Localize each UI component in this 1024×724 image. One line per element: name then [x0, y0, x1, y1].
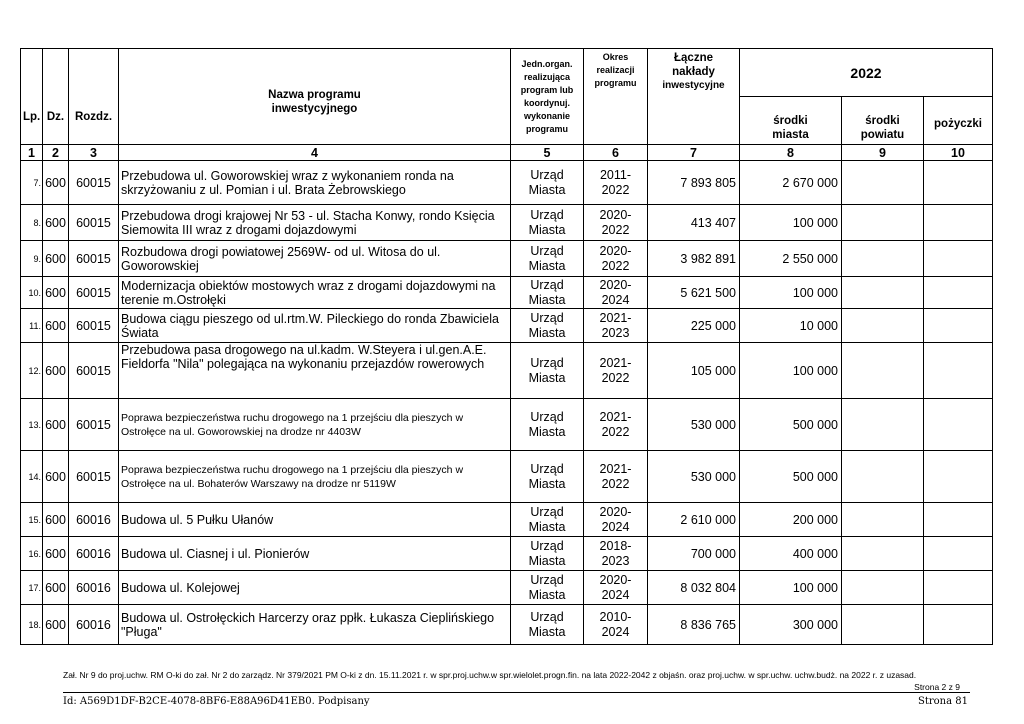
- cell-srodki-miasta: 100 000: [740, 205, 842, 241]
- cell-jedn: [511, 343, 584, 399]
- cell-rozdz: 60015: [69, 241, 119, 277]
- cell-jedn: [511, 451, 584, 503]
- cell-rozdz: 60015: [69, 205, 119, 241]
- cell-okres-line: 2024: [601, 519, 630, 534]
- cell-okres-line: 2022: [601, 182, 630, 197]
- col-number: 9: [842, 145, 924, 161]
- cell-pozyczki: [924, 241, 993, 277]
- cell-program-name: Budowa ul. Kolejowej: [119, 571, 511, 605]
- cell-jedn-line: Urząd: [530, 461, 564, 476]
- cell-dz: 600: [43, 605, 69, 645]
- cell-srodki-powiatu: [842, 277, 924, 309]
- col-header-srodki-powiatu-line: środki: [865, 115, 900, 127]
- cell-jedn: [511, 309, 584, 343]
- col-number: 2: [43, 145, 69, 161]
- col-number: 5: [511, 145, 584, 161]
- cell-pozyczki: [924, 309, 993, 343]
- cell-program-name: Przebudowa drogi krajowej Nr 53 - ul. Stacha Konwy, rondo Księcia Siemowita III wraz z drogami dojazdowymi: [119, 205, 511, 241]
- cell-jedn: [511, 537, 584, 571]
- col-header-jedn-line: program lub: [520, 84, 574, 95]
- cell-jedn: [511, 161, 584, 205]
- table-row: [21, 309, 993, 343]
- cell-jedn-line: Urząd: [530, 572, 564, 587]
- col-number: 6: [584, 145, 648, 161]
- cell-lp: 10.: [21, 277, 43, 309]
- cell-okres-line: 2024: [601, 587, 630, 602]
- cell-srodki-powiatu: [842, 503, 924, 537]
- cell-srodki-miasta: 2 550 000: [740, 241, 842, 277]
- cell-lp: 17.: [21, 571, 43, 605]
- col-header-nazwa-line1: Nazwa programu: [268, 88, 361, 101]
- cell-jedn-line: Urząd: [530, 355, 564, 370]
- cell-okres: [584, 399, 648, 451]
- cell-jedn-line: Miasta: [528, 424, 566, 439]
- cell-program-name: Poprawa bezpieczeństwa ruchu drogowego na 1 przejściu dla pieszych w Ostrołęce na ul. Goworowskiej na drodze nr 4403W: [119, 399, 511, 451]
- cell-jedn-line: Miasta: [528, 222, 566, 237]
- col-header-rozdz: Rozdz.: [69, 49, 119, 145]
- cell-laczne: 530 000: [648, 451, 740, 503]
- cell-srodki-powiatu: [842, 451, 924, 503]
- cell-lp: 15.: [21, 503, 43, 537]
- cell-srodki-miasta: 10 000: [740, 309, 842, 343]
- cell-program-name: Rozbudowa drogi powiatowej 2569W- od ul. Witosa do ul. Goworowskiej: [119, 241, 511, 277]
- cell-rozdz: 60016: [69, 571, 119, 605]
- cell-dz: 600: [43, 277, 69, 309]
- cell-jedn: [511, 503, 584, 537]
- cell-laczne: 700 000: [648, 537, 740, 571]
- cell-jedn-line: Miasta: [528, 624, 566, 639]
- cell-laczne: 225 000: [648, 309, 740, 343]
- cell-srodki-miasta: 400 000: [740, 537, 842, 571]
- cell-jedn-line: Miasta: [528, 476, 566, 491]
- col-header-jedn-line: programu: [525, 123, 568, 134]
- col-header-pozyczki: pożyczki: [924, 97, 993, 145]
- cell-jedn-line: Urząd: [530, 504, 564, 519]
- cell-srodki-powiatu: [842, 161, 924, 205]
- cell-jedn: [511, 399, 584, 451]
- cell-rozdz: 60016: [69, 605, 119, 645]
- cell-jedn-line: Miasta: [528, 587, 566, 602]
- cell-srodki-miasta: 500 000: [740, 451, 842, 503]
- cell-pozyczki: [924, 571, 993, 605]
- cell-jedn-line: Urząd: [530, 409, 564, 424]
- cell-okres: [584, 277, 648, 309]
- cell-program-name: Przebudowa ul. Goworowskiej wraz z wykonaniem ronda na skrzyżowaniu z ul. Pomian i ul. Brata Żebrowskiego: [119, 161, 511, 205]
- cell-pozyczki: [924, 399, 993, 451]
- cell-jedn-line: Miasta: [528, 182, 566, 197]
- table-row: [21, 399, 993, 451]
- table-row: [21, 241, 993, 277]
- cell-dz: 600: [43, 503, 69, 537]
- cell-jedn-line: Miasta: [528, 258, 566, 273]
- cell-jedn-line: Urząd: [530, 207, 564, 222]
- cell-jedn-line: Miasta: [528, 325, 566, 340]
- table-row: [21, 605, 993, 645]
- cell-okres-line: 2020-: [599, 572, 632, 587]
- cell-lp: 8.: [21, 205, 43, 241]
- col-header-jedn-line: realizująca: [523, 71, 571, 82]
- cell-okres-line: 2022: [601, 258, 630, 273]
- cell-jedn: [511, 241, 584, 277]
- cell-okres-line: 2020-: [599, 504, 632, 519]
- col-header-year: 2022: [740, 49, 993, 97]
- cell-okres-line: 2020-: [599, 277, 632, 292]
- cell-okres: [584, 205, 648, 241]
- cell-pozyczki: [924, 205, 993, 241]
- cell-okres-line: 2021-: [599, 310, 632, 325]
- cell-okres-line: 2018-: [599, 538, 632, 553]
- footer-page-of: Strona 2 z 9: [914, 682, 960, 692]
- cell-okres: [584, 343, 648, 399]
- cell-jedn: [511, 571, 584, 605]
- cell-srodki-powiatu: [842, 241, 924, 277]
- col-header-okres-line: realizacji: [596, 65, 635, 75]
- cell-srodki-powiatu: [842, 309, 924, 343]
- cell-rozdz: 60015: [69, 309, 119, 343]
- cell-jedn-line: Miasta: [528, 519, 566, 534]
- cell-rozdz: 60016: [69, 537, 119, 571]
- cell-okres: [584, 503, 648, 537]
- cell-jedn-line: Urząd: [530, 167, 564, 182]
- cell-rozdz: 60016: [69, 503, 119, 537]
- cell-srodki-miasta: 100 000: [740, 343, 842, 399]
- table-row: [21, 277, 993, 309]
- col-header-srodki-miasta-line: miasta: [772, 129, 809, 141]
- cell-lp: 11.: [21, 309, 43, 343]
- cell-dz: 600: [43, 309, 69, 343]
- col-header-jedn: [511, 49, 584, 145]
- investment-table: [20, 48, 993, 645]
- cell-dz: 600: [43, 537, 69, 571]
- cell-program-name: Budowa ciągu pieszego od ul.rtm.W. Pileckiego do ronda Zbawiciela Świata: [119, 309, 511, 343]
- cell-dz: 600: [43, 399, 69, 451]
- col-number: 7: [648, 145, 740, 161]
- cell-program-name: Poprawa bezpieczeństwa ruchu drogowego na 1 przejściu dla pieszych w Ostrołęce na ul. Bohaterów Warszawy na drodze nr 5119W: [119, 451, 511, 503]
- footer-page-number: Strona 81: [918, 696, 968, 707]
- cell-srodki-powiatu: [842, 343, 924, 399]
- col-number: 4: [119, 145, 511, 161]
- cell-okres: [584, 605, 648, 645]
- cell-srodki-powiatu: [842, 605, 924, 645]
- cell-laczne: 105 000: [648, 343, 740, 399]
- cell-srodki-miasta: 500 000: [740, 399, 842, 451]
- cell-pozyczki: [924, 277, 993, 309]
- table-row: [21, 537, 993, 571]
- table-row: [21, 503, 993, 537]
- cell-okres-line: 2011-: [599, 167, 632, 182]
- cell-dz: 600: [43, 571, 69, 605]
- cell-jedn-line: Urząd: [530, 609, 564, 624]
- cell-program-name: Przebudowa pasa drogowego na ul.kadm. W.Steyera i ul.gen.A.E. Fieldorfa "Nila" polegająca na wykonaniu przejazdów rowerowych: [119, 343, 511, 399]
- col-header-srodki-miasta-line: środki: [773, 115, 808, 127]
- cell-rozdz: 60015: [69, 277, 119, 309]
- cell-laczne: 530 000: [648, 399, 740, 451]
- col-header-dz: Dz.: [43, 49, 69, 145]
- col-number: 8: [740, 145, 842, 161]
- cell-laczne: 7 893 805: [648, 161, 740, 205]
- cell-srodki-miasta: 200 000: [740, 503, 842, 537]
- cell-jedn-line: Urząd: [530, 538, 564, 553]
- cell-pozyczki: [924, 605, 993, 645]
- cell-srodki-powiatu: [842, 399, 924, 451]
- cell-srodki-miasta: 100 000: [740, 277, 842, 309]
- cell-rozdz: 60015: [69, 343, 119, 399]
- table-row: [21, 451, 993, 503]
- cell-program-name: Budowa ul. Ciasnej i ul. Pionierów: [119, 537, 511, 571]
- cell-okres-line: 2020-: [599, 243, 632, 258]
- cell-dz: 600: [43, 451, 69, 503]
- cell-okres-line: 2021-: [599, 355, 632, 370]
- table-row: [21, 343, 993, 399]
- cell-pozyczki: [924, 451, 993, 503]
- footer-divider: [63, 692, 970, 693]
- table-row: [21, 161, 993, 205]
- cell-rozdz: 60015: [69, 399, 119, 451]
- cell-jedn-line: Miasta: [528, 292, 566, 307]
- cell-laczne: 8 836 765: [648, 605, 740, 645]
- cell-jedn-line: Urząd: [530, 310, 564, 325]
- cell-program-name: Modernizacja obiektów mostowych wraz z drogami dojazdowymi na terenie m.Ostrołęki: [119, 277, 511, 309]
- col-header-okres: [584, 49, 648, 145]
- col-number: 1: [21, 145, 43, 161]
- cell-pozyczki: [924, 343, 993, 399]
- cell-lp: 16.: [21, 537, 43, 571]
- cell-okres-line: 2024: [601, 624, 630, 639]
- cell-pozyczki: [924, 503, 993, 537]
- cell-jedn-line: Miasta: [528, 370, 566, 385]
- cell-rozdz: 60015: [69, 161, 119, 205]
- col-header-srodki-powiatu: [842, 97, 924, 145]
- table-row: [21, 205, 993, 241]
- cell-okres: [584, 161, 648, 205]
- cell-srodki-powiatu: [842, 537, 924, 571]
- cell-pozyczki: [924, 161, 993, 205]
- cell-srodki-powiatu: [842, 571, 924, 605]
- col-header-laczne-line: inwestycyjne: [662, 80, 725, 91]
- cell-lp: 9.: [21, 241, 43, 277]
- cell-dz: 600: [43, 161, 69, 205]
- column-number-row: [21, 145, 993, 161]
- col-header-nazwa-line2: inwestycyjnego: [271, 102, 358, 115]
- cell-jedn: [511, 605, 584, 645]
- cell-okres-line: 2010-: [599, 609, 632, 624]
- col-header-srodki-powiatu-line: powiatu: [860, 129, 905, 141]
- cell-okres: [584, 571, 648, 605]
- cell-lp: 13.: [21, 399, 43, 451]
- cell-jedn: [511, 277, 584, 309]
- cell-laczne: 413 407: [648, 205, 740, 241]
- cell-okres-line: 2020-: [599, 207, 632, 222]
- cell-srodki-powiatu: [842, 205, 924, 241]
- cell-dz: 600: [43, 205, 69, 241]
- cell-okres: [584, 537, 648, 571]
- cell-okres-line: 2021-: [599, 461, 632, 476]
- cell-okres-line: 2022: [601, 222, 630, 237]
- cell-laczne: 2 610 000: [648, 503, 740, 537]
- cell-program-name: Budowa ul. Ostrołęckich Harcerzy oraz ppłk. Łukasza Cieplińskiego "Pługa": [119, 605, 511, 645]
- cell-jedn-line: Urząd: [530, 277, 564, 292]
- cell-pozyczki: [924, 537, 993, 571]
- col-header-laczne-line: nakłady: [672, 66, 715, 78]
- cell-lp: 18.: [21, 605, 43, 645]
- cell-laczne: 8 032 804: [648, 571, 740, 605]
- col-header-nazwa: [119, 49, 511, 145]
- cell-okres: [584, 309, 648, 343]
- cell-okres-line: 2022: [601, 370, 630, 385]
- col-header-jedn-line: koordynuj.: [523, 97, 570, 108]
- col-header-okres-line: programu: [594, 78, 637, 88]
- cell-okres-line: 2022: [601, 476, 630, 491]
- cell-srodki-miasta: 2 670 000: [740, 161, 842, 205]
- cell-okres-line: 2021-: [599, 409, 632, 424]
- cell-okres-line: 2023: [601, 553, 630, 568]
- col-number: 3: [69, 145, 119, 161]
- cell-dz: 600: [43, 343, 69, 399]
- cell-srodki-miasta: 100 000: [740, 571, 842, 605]
- cell-program-name: Budowa ul. 5 Pułku Ułanów: [119, 503, 511, 537]
- col-header-jedn-line: Jedn.organ.: [521, 58, 573, 69]
- footer-document-id: Id: A569D1DF-B2CE-4078-8BF6-E88A96D41EB0. Podpisany: [63, 696, 370, 707]
- cell-okres: [584, 241, 648, 277]
- cell-rozdz: 60015: [69, 451, 119, 503]
- cell-lp: 12.: [21, 343, 43, 399]
- cell-srodki-miasta: 300 000: [740, 605, 842, 645]
- cell-jedn-line: Miasta: [528, 553, 566, 568]
- col-header-lp: Lp.: [21, 49, 43, 145]
- cell-dz: 600: [43, 241, 69, 277]
- cell-okres: [584, 451, 648, 503]
- col-header-laczne-line: Łączne: [674, 52, 713, 64]
- footer-note: Zał. Nr 9 do proj.uchw. RM O-ki do zał. Nr 2 do zarządz. Nr 379/2021 PM O-ki z dn. 15.11.2021 r. w spr.proj.uchw.w spr.wielolet.progn.fin. na lata 2022-2042 z objaśn. oraz proj.uchw. w spr.uchw. uchw.budż. na 2022 r. z uzasad.: [63, 670, 917, 680]
- table-row: [21, 571, 993, 605]
- cell-jedn-line: Urząd: [530, 243, 564, 258]
- cell-okres-line: 2022: [601, 424, 630, 439]
- cell-lp: 14.: [21, 451, 43, 503]
- cell-okres-line: 2023: [601, 325, 630, 340]
- cell-laczne: 5 621 500: [648, 277, 740, 309]
- cell-jedn: [511, 205, 584, 241]
- cell-okres-line: 2024: [601, 292, 630, 307]
- col-header-jedn-line: wykonanie: [523, 110, 570, 121]
- col-header-srodki-miasta: [740, 97, 842, 145]
- col-header-okres-line: Okres: [602, 52, 629, 62]
- cell-laczne: 3 982 891: [648, 241, 740, 277]
- cell-lp: 7.: [21, 161, 43, 205]
- col-number: 10: [924, 145, 993, 161]
- col-header-laczne: [648, 49, 740, 145]
